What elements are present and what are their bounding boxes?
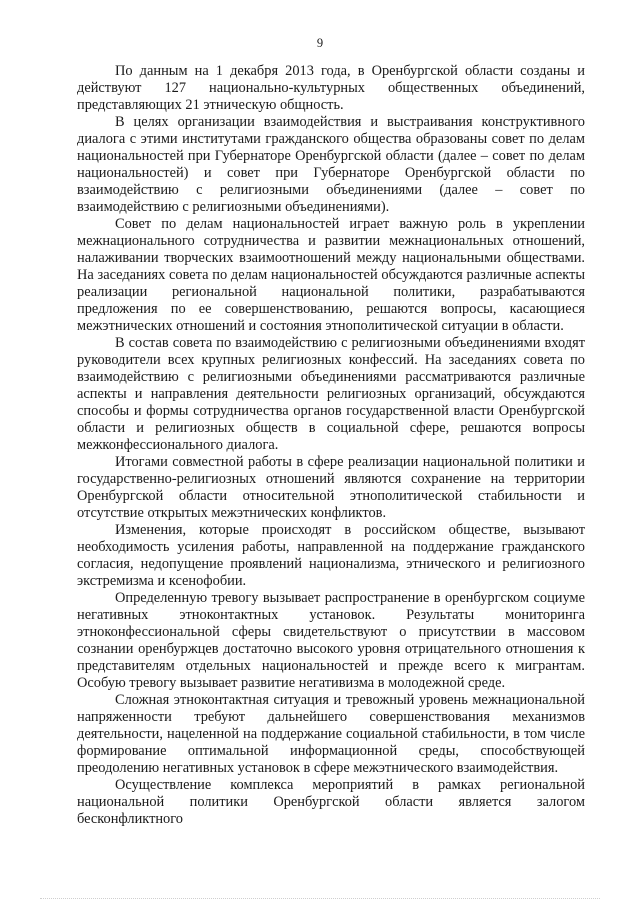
paragraph: Осуществление комплекса мероприятий в рамках региональной национальной политики Оренбургской области является залогом бесконфликтного — [77, 777, 585, 827]
paragraph: Определенную тревогу вызывает распространение в оренбургском социуме негативных этноконтактных установок. Результаты мониторинга этноконфессиональной сферы свидетельствуют о присутствии в массовом сознании оренбуржцев достаточно высокого уровня отрицательного отношения к представителям отдельных национальностей и прежде всего к мигрантам. Особую тревогу вызывает развитие негативизма в молодежной среде. — [77, 590, 585, 691]
paragraph: Совет по делам национальностей играет важную роль в укреплении межнационального сотрудничества и развитии межнациональных отношений, налаживании творческих взаимоотношений между национальными обществами. На заседаниях совета по делам национальностей обсуждаются различные аспекты реализации региональной национальной политики, разрабатываются предложения по ее совершенствованию, решаются вопросы, касающиеся межэтнических отношений и состояния этнополитической ситуации в области. — [77, 216, 585, 334]
paragraph: Изменения, которые происходят в российском обществе, вызывают необходимость усиления работы, направленной на поддержание гражданского согласия, недопущение проявлений национализма, этнического и религиозного экстремизма и ксенофобии. — [77, 522, 585, 589]
paragraph: В целях организации взаимодействия и выстраивания конструктивного диалога с этими институтами гражданского общества образованы совет по делам национальностей при Губернаторе Оренбургской области (далее – совет по делам национальностей) и совет при Губернаторе Оренбургской области по взаимодействию с религиозными объединениями (далее – совет по взаимодействию с религиозными объединениями). — [77, 114, 585, 215]
text-body — [77, 63, 585, 828]
paragraph: Итогами совместной работы в сфере реализации национальной политики и государственно-религиозных отношений являются сохранение на территории Оренбургской области относительной этнополитической стабильности и отсутствие открытых межэтнических конфликтов. — [77, 454, 585, 521]
scan-artifact — [40, 898, 600, 903]
paragraph: Сложная этноконтактная ситуация и тревожный уровень межнациональной напряженности требуют дальнейшего совершенствования механизмов деятельности, нацеленной на поддержание социальной стабильности, в том числе формирование оптимальной информационной среды, способствующей преодолению негативных установок в сфере межэтнического взаимодействия. — [77, 692, 585, 776]
paragraph: В состав совета по взаимодействию с религиозными объединениями входят руководители всех крупных религиозных конфессий. На заседаниях совета по взаимодействию с религиозными объединениями рассматриваются различные аспекты и направления деятельности религиозных организаций, обсуждаются способы и формы сотрудничества органов государственной власти Оренбургской области и религиозных обществ в социальной сфере, решаются вопросы межконфессионального диалога. — [77, 335, 585, 453]
page-number: 9 — [316, 36, 324, 50]
paragraph: По данным на 1 декабря 2013 года, в Оренбургской области созданы и действуют 127 национально-культурных общественных объединений, представляющих 21 этническую общность. — [77, 63, 585, 113]
